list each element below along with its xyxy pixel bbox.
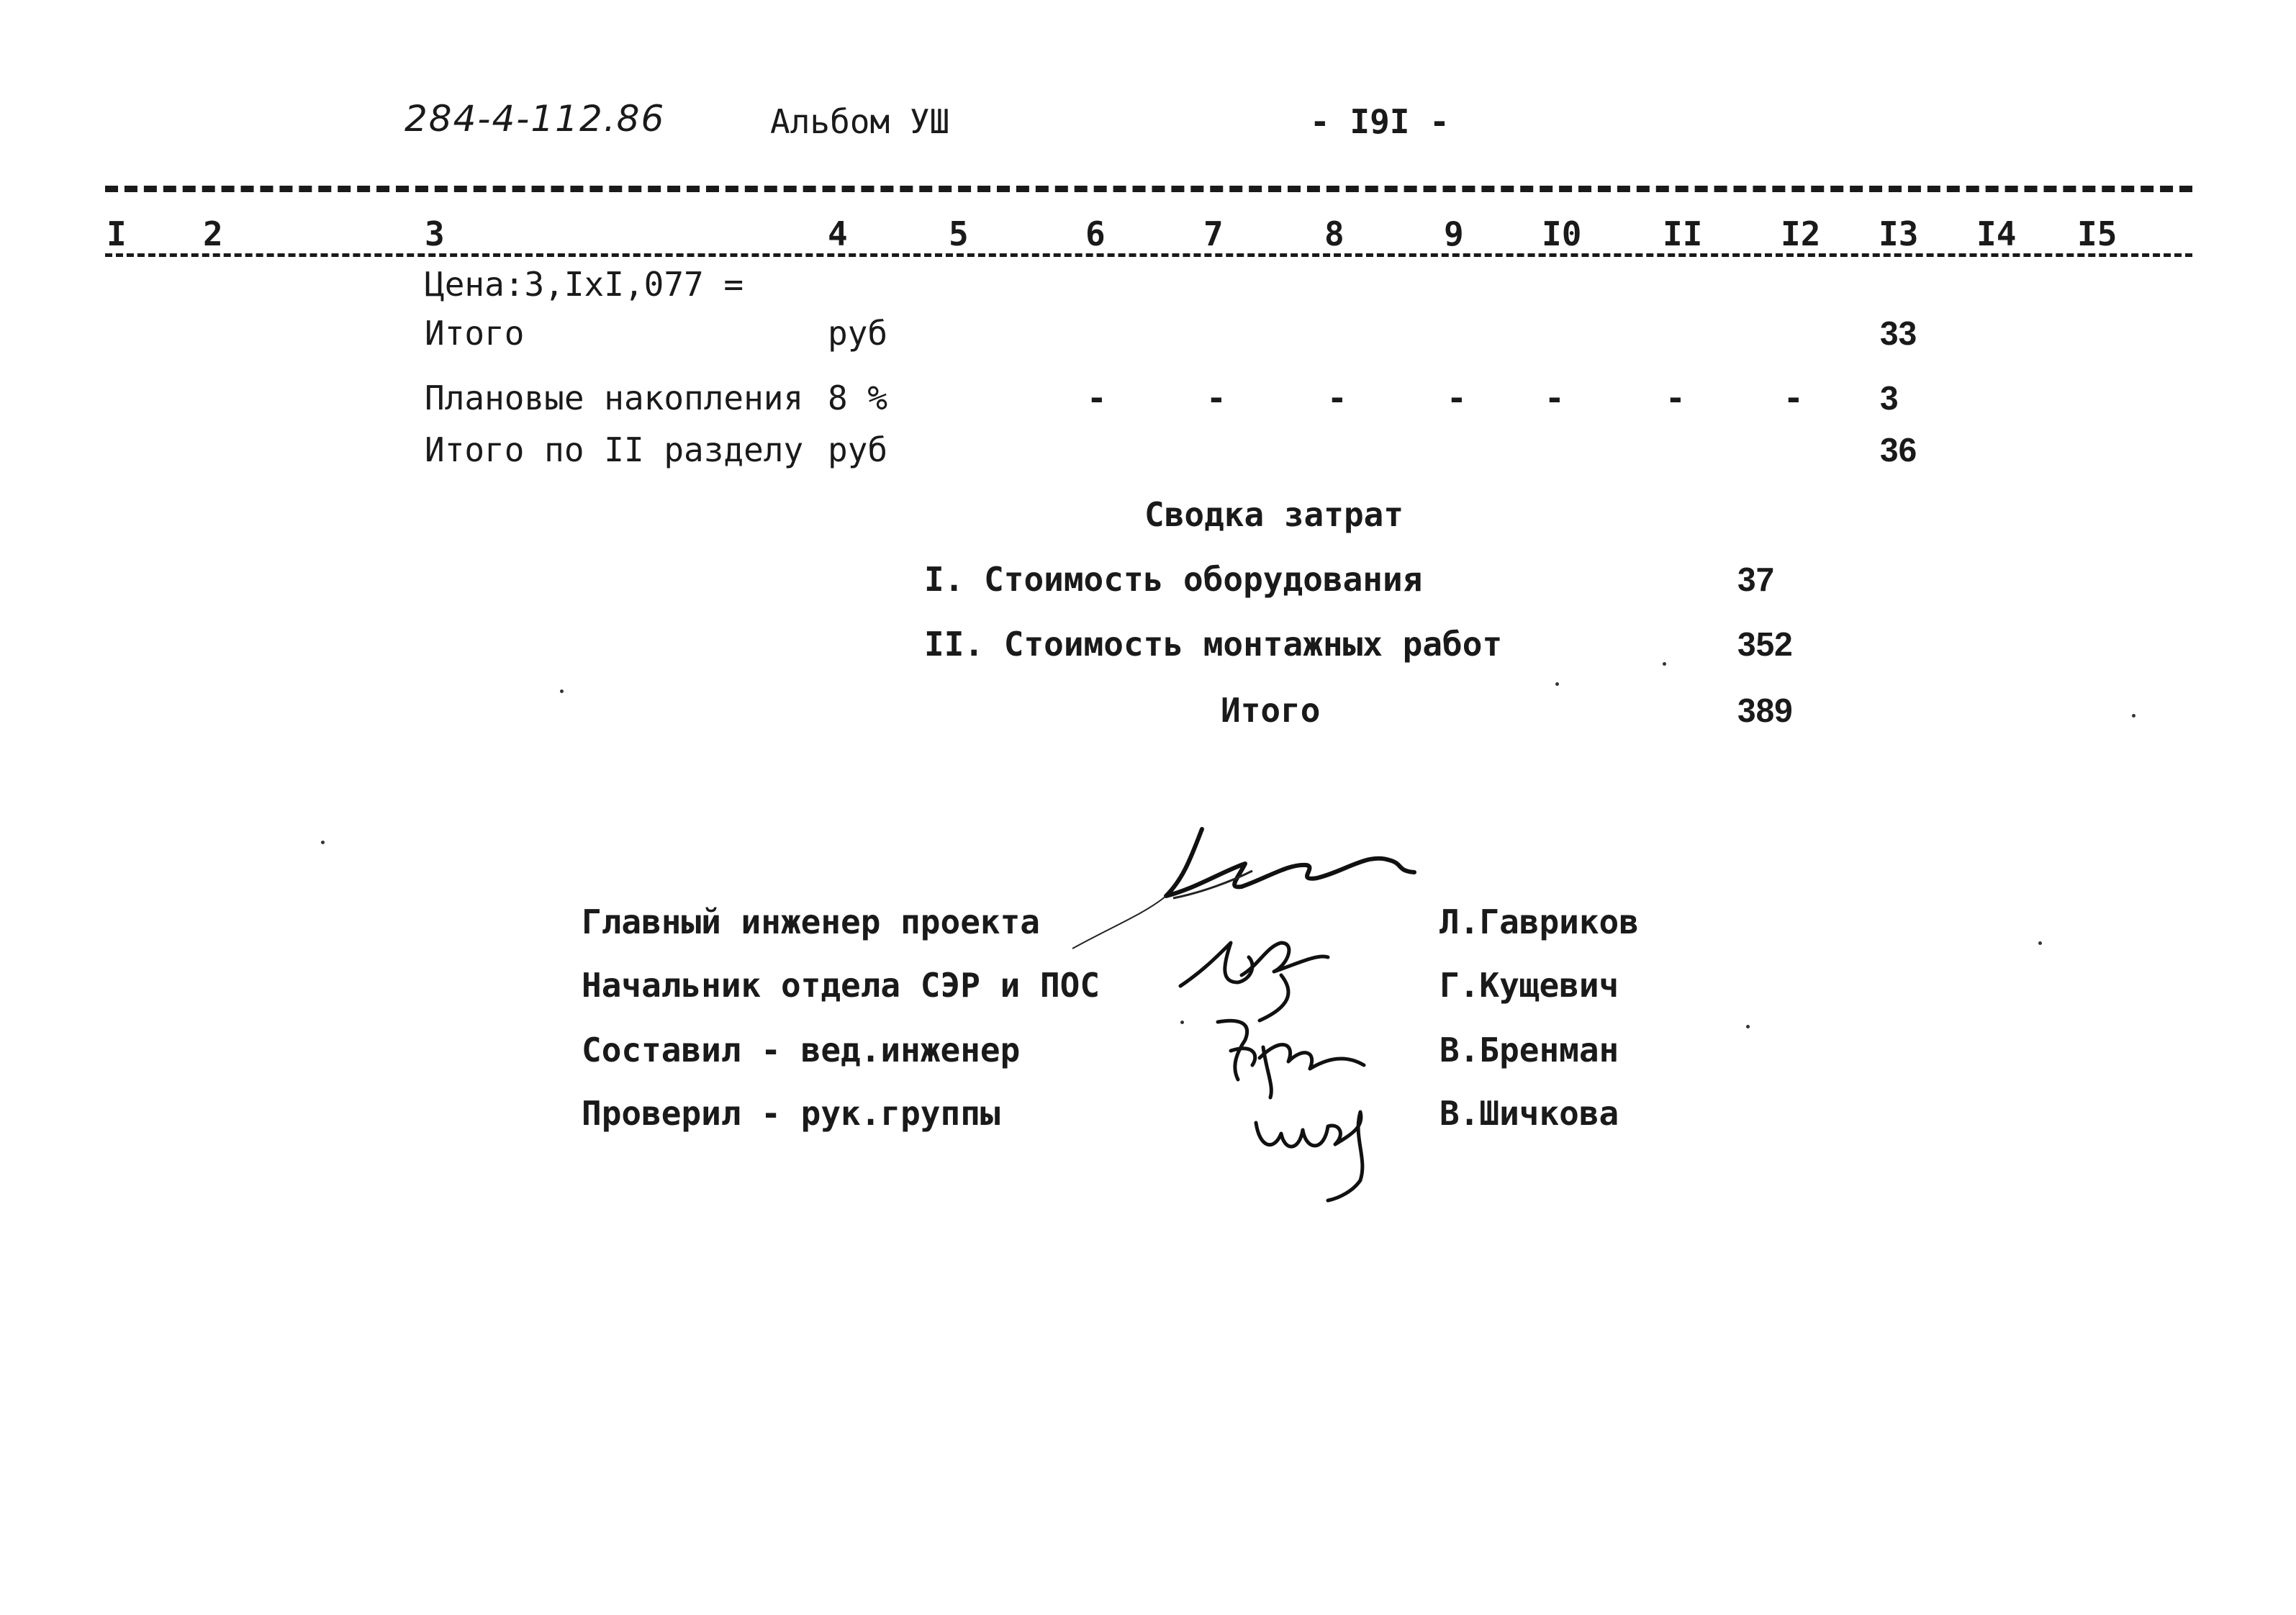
scan-speck [1180,1021,1184,1024]
planned-accumulation-value: 3 [1880,379,1899,417]
signer-role: Главный инженер проекта [582,902,1040,941]
scan-speck [1746,1025,1750,1028]
column-number: 2 [203,214,223,253]
summary-equipment-label: I. Стоимость оборудования [924,560,1423,599]
top-dashed-rule [105,186,2192,192]
signer-name: Г.Кущевич [1439,966,1619,1005]
summary-installation-label: II. Стоимость монтажных работ [924,625,1503,664]
total-value: 33 [1880,315,1917,352]
album-label: Альбом УШ [770,102,950,141]
dash-mark: - [1784,379,1804,417]
column-number: 4 [828,214,848,253]
handwritten-signature-checker [1245,1094,1389,1202]
dash-mark: - [1665,379,1686,417]
handwritten-signature-department-head [1173,914,1360,1022]
dash-mark: - [1545,379,1565,417]
handwritten-signature-compiler [1209,1008,1375,1101]
column-number: I3 [1879,214,1919,253]
dash-mark: - [1206,379,1226,417]
section-total-value: 36 [1880,431,1917,469]
signer-name: В.Бренман [1439,1031,1619,1069]
page-number: - I9I - [1310,102,1450,141]
summary-title: Сводка затрат [1144,495,1404,534]
scan-speck [1663,662,1666,666]
document-number: 284-4-112.86 [404,98,666,140]
total-unit: руб [828,314,888,353]
column-number: I [107,214,127,253]
scan-speck [321,841,325,844]
column-number: I5 [2077,214,2118,253]
column-number: 5 [949,214,969,253]
total-label: Итого [425,314,525,353]
signer-role: Начальник отдела СЭР и ПОС [582,966,1100,1005]
dash-mark: - [1327,379,1347,417]
section-total-label: Итого по II разделу [425,430,804,469]
signer-role: Проверил - рук.группы [582,1094,1000,1133]
summary-total-label: Итого [1221,691,1321,730]
summary-installation-value: 352 [1737,625,1793,663]
column-number: I0 [1542,214,1582,253]
price-formula: Цена:3,IxI,077 = [425,265,744,304]
column-number: 7 [1203,214,1224,253]
signer-name: Л.Гавриков [1439,902,1639,941]
scan-speck [2038,941,2042,945]
dash-mark: - [1447,379,1467,417]
summary-equipment-value: 37 [1737,561,1775,598]
column-number: 9 [1444,214,1464,253]
dash-mark: - [1087,379,1107,417]
summary-total-value: 389 [1737,692,1793,729]
column-number: I2 [1781,214,1821,253]
column-header-underline [105,253,2192,257]
section-total-unit: руб [828,430,888,469]
planned-accumulation-label: Плановые накопления [425,379,804,417]
column-number: I4 [1976,214,2017,253]
scan-speck [2132,714,2135,718]
column-number: 3 [425,214,445,253]
scan-speck [1555,682,1559,686]
column-number: II [1663,214,1703,253]
column-number: 8 [1324,214,1344,253]
planned-accumulation-percent: 8 % [828,379,888,417]
column-number: 6 [1085,214,1106,253]
signer-name: В.Шичкова [1439,1094,1619,1133]
signer-role: Составил - вед.инженер [582,1031,1021,1069]
scan-speck [560,689,564,693]
